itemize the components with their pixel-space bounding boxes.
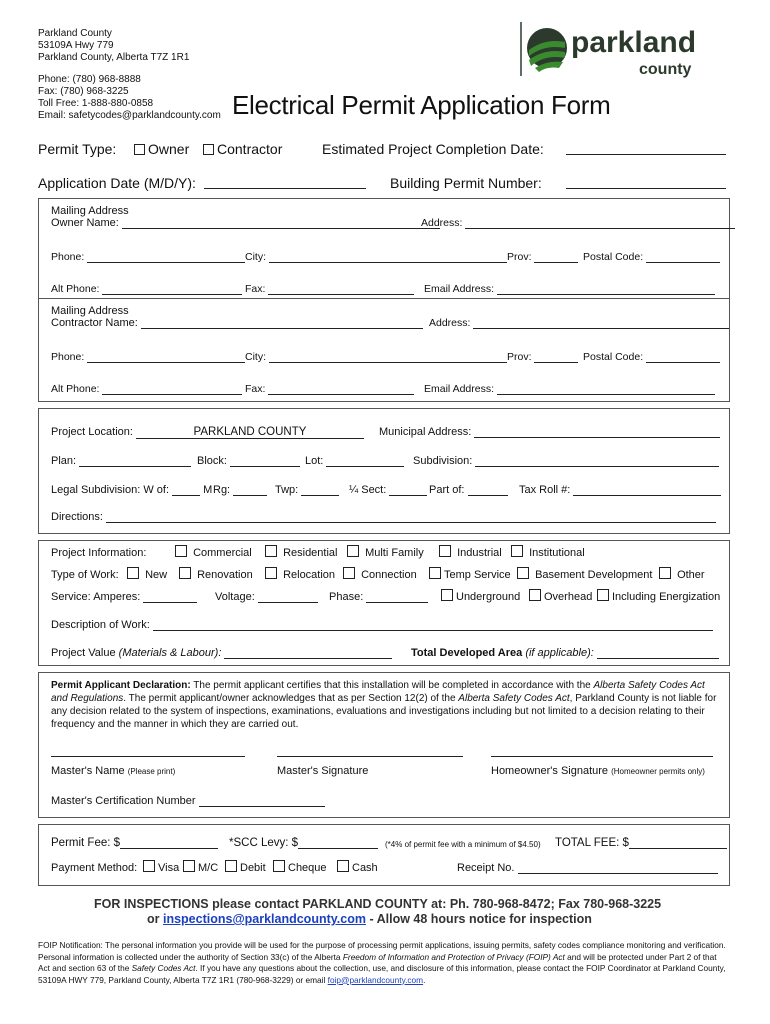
- project-value-note: (Materials & Labour):: [118, 647, 222, 659]
- project-value-field[interactable]: [224, 650, 392, 659]
- est-completion-label: Estimated Project Completion Date:: [322, 141, 544, 157]
- org-street: 53109A Hwy 779: [38, 40, 114, 51]
- block-label: Block:: [197, 455, 227, 467]
- quarter-sect-label: ¼ Sect:: [349, 484, 387, 496]
- cash-checkbox[interactable]: [337, 860, 349, 872]
- owner-phone-field[interactable]: [87, 254, 245, 263]
- phase-label: Phase:: [329, 591, 364, 603]
- contractor-city-field[interactable]: [269, 354, 507, 363]
- contractor-email-label: Email Address:: [424, 383, 495, 395]
- part-of-label: Part of:: [429, 484, 465, 496]
- project-section: [38, 540, 730, 666]
- debit-checkbox[interactable]: [225, 860, 237, 872]
- building-permit-field[interactable]: [566, 178, 726, 189]
- inspections-line1: FOR INSPECTIONS please contact PARKLAND COUNTY at: Ph. 780-968-8472; Fax 780-968-3225: [94, 897, 662, 911]
- foip-notice: FOIP Notification: The personal information you provide will be used for the purpose of processing permit applications, issuing permits, safety codes compliance monitoring and verification. Personal information is collected under the authority of Section 33(c) of the Alberta Freedom of Information and Protection of Privacy (FOIP) Act and will be protected under Part 2 of that Act and section 63 of the Safety Codes Act. If you have any questions about the collection, use, and disclosure of this information, please contact the FOIP Coordinator at Parkland County, 53109A HWY 779, Parkland County, Alberta T7Z 1R1 (780-968-3229) or email foip@parklandcounty.com.: [38, 940, 726, 985]
- tax-roll-label: Tax Roll #:: [519, 484, 571, 496]
- service-energization[interactable]: Including Energization: [597, 589, 720, 603]
- area-field[interactable]: [597, 650, 719, 659]
- twp-field[interactable]: [301, 487, 339, 496]
- org-fax: Fax: (780) 968-3225: [38, 86, 129, 97]
- foip-email-link[interactable]: foip@parklandcounty.com: [327, 974, 424, 985]
- phase-field[interactable]: [366, 594, 428, 603]
- owner-postal-label: Postal Code:: [583, 251, 644, 263]
- owner-alt-phone-field[interactable]: [102, 286, 242, 295]
- project-info-label: Project Information:: [51, 547, 147, 559]
- description-label: Description of Work:: [51, 619, 150, 631]
- rg-field[interactable]: [233, 487, 267, 496]
- owner-prov-label: Prov:: [507, 251, 532, 263]
- contractor-name-field[interactable]: [141, 320, 423, 329]
- contractor-postal-field[interactable]: [646, 354, 720, 363]
- pay-debit[interactable]: Debit: [225, 860, 266, 874]
- owner-checkbox[interactable]: [134, 144, 145, 155]
- plan-label: Plan:: [51, 455, 77, 467]
- owner-section: [38, 198, 730, 299]
- work-renovation[interactable]: Renovation: [179, 567, 253, 581]
- inspections-line2: or inspections@parklandcounty.com - Allow 48 hours notice for inspection: [147, 912, 592, 926]
- form-title: Electrical Permit Application Form: [232, 90, 611, 120]
- total-fee-label: TOTAL FEE: $: [555, 837, 629, 849]
- area-label: Total Developed Area: [411, 647, 523, 659]
- new-checkbox[interactable]: [127, 567, 139, 579]
- owner-alt-phone-label: Alt Phone:: [51, 283, 100, 295]
- contractor-phone-field[interactable]: [87, 354, 245, 363]
- industrial-checkbox[interactable]: [439, 545, 451, 557]
- block-field[interactable]: [230, 458, 300, 467]
- overhead-checkbox[interactable]: [529, 589, 541, 601]
- owner-email-label: Email Address:: [424, 283, 495, 295]
- lot-field[interactable]: [326, 458, 404, 467]
- total-fee-field[interactable]: [629, 840, 727, 849]
- underground-checkbox[interactable]: [441, 589, 453, 601]
- homeowner-signature-field[interactable]: [491, 748, 713, 757]
- pay-visa[interactable]: Visa: [143, 860, 179, 874]
- rg-label: Rg:: [213, 484, 231, 496]
- contractor-city-label: City:: [245, 351, 266, 363]
- quarter-sect-field[interactable]: [389, 487, 427, 496]
- permit-fee-label: Permit Fee: $: [51, 837, 121, 849]
- subdivision-field[interactable]: [475, 458, 719, 467]
- contractor-prov-field[interactable]: [534, 354, 578, 363]
- residential-checkbox[interactable]: [265, 545, 277, 557]
- parkland-logo: [515, 20, 705, 80]
- owner-fax-label: Fax:: [245, 283, 266, 295]
- fees-section: [38, 824, 730, 886]
- project-location-label: Project Location:: [51, 426, 133, 438]
- masters-name-label: Master's Name: [51, 765, 125, 777]
- m-label: M: [203, 484, 213, 496]
- masters-signature-label: Master's Signature: [277, 765, 369, 777]
- homeowner-signature-label: Homeowner's Signature: [491, 765, 609, 777]
- project-info-industrial[interactable]: Industrial: [439, 545, 502, 559]
- org-tollfree: Toll Free: 1-888-880-0858: [38, 98, 154, 109]
- lot-label: Lot:: [305, 455, 324, 467]
- municipal-address-field[interactable]: [474, 429, 720, 438]
- relocation-checkbox[interactable]: [265, 567, 277, 579]
- permit-type-label: Permit Type:: [38, 141, 117, 157]
- commercial-checkbox[interactable]: [175, 545, 187, 557]
- work-basement[interactable]: Basement Development: [517, 567, 652, 581]
- amperes-label: Amperes:: [93, 591, 141, 603]
- contractor-checkbox[interactable]: [203, 144, 214, 155]
- contractor-alt-phone-label: Alt Phone:: [51, 383, 100, 395]
- work-temp-service[interactable]: Temp Service: [429, 567, 511, 581]
- contractor-address-label: Address:: [429, 317, 471, 329]
- work-new[interactable]: New: [127, 567, 167, 581]
- owner-email-field[interactable]: [497, 286, 715, 295]
- owner-option[interactable]: [134, 141, 189, 157]
- logo-word-county: county: [639, 61, 692, 78]
- work-relocation[interactable]: Relocation: [265, 567, 335, 581]
- org-address-block: [38, 28, 221, 122]
- contractor-section: [38, 298, 730, 402]
- institutional-checkbox[interactable]: [511, 545, 523, 557]
- voltage-field[interactable]: [258, 594, 318, 603]
- pay-cash[interactable]: Cash: [337, 860, 378, 874]
- legal-subdivision-label: Legal Subdivision: W of:: [51, 484, 170, 496]
- pay-mc[interactable]: M/C: [183, 860, 218, 874]
- project-info-residential[interactable]: Residential: [265, 545, 337, 559]
- contractor-option[interactable]: [203, 141, 282, 157]
- owner-prov-field[interactable]: [534, 254, 578, 263]
- scc-levy-field[interactable]: [298, 840, 378, 849]
- contractor-fax-label: Fax:: [245, 383, 266, 395]
- masters-signature-field[interactable]: [277, 748, 463, 757]
- subdivision-label: Subdivision:: [413, 455, 473, 467]
- contractor-phone-label: Phone:: [51, 351, 85, 363]
- multifamily-checkbox[interactable]: [347, 545, 359, 557]
- logo-word-parkland: parkland: [571, 26, 697, 59]
- contractor-option-label: Contractor: [217, 141, 283, 157]
- masters-name-field[interactable]: [51, 748, 245, 757]
- renovation-checkbox[interactable]: [179, 567, 191, 579]
- scc-note: (*4% of permit fee with a minimum of $4.50): [385, 840, 541, 849]
- w-of-field[interactable]: [172, 487, 200, 496]
- plan-field[interactable]: [79, 458, 191, 467]
- directions-field[interactable]: [106, 514, 716, 523]
- owner-city-label: City:: [245, 251, 266, 263]
- municipal-address-label: Municipal Address:: [379, 426, 472, 438]
- contractor-name-label: Contractor Name:: [51, 317, 138, 329]
- tax-roll-field[interactable]: [573, 487, 721, 496]
- mc-checkbox[interactable]: [183, 860, 195, 872]
- cert-number-field[interactable]: [199, 798, 325, 807]
- project-info-commercial[interactable]: Commercial: [175, 545, 252, 559]
- org-email: Email: safetycodes@parklandcounty.com: [38, 110, 221, 121]
- twp-label: Twp:: [275, 484, 299, 496]
- voltage-label: Voltage:: [215, 591, 255, 603]
- declaration-text: Permit Applicant Declaration: The permit applicant certifies that this installation will be completed in accordance with the Alberta Safety Codes Act and Regulations. The permit applicant/owner acknowledges that as per Section 12(2) of the Alberta Safety Codes Act, Parkland County is not liable for any decision related to the system of inspections, examinations, evaluations and investigations including but not limited to a decision relating to their frequency and the manner in which they are carried out.: [51, 680, 717, 730]
- owner-name-field[interactable]: [122, 220, 440, 229]
- work-other[interactable]: Other: [659, 567, 705, 581]
- project-info-multifamily[interactable]: Multi Family: [347, 545, 424, 559]
- cert-number-label: Master's Certification Number: [51, 795, 196, 807]
- contractor-mailing-heading: Mailing Address Contractor Name:: [51, 305, 423, 329]
- service-underground[interactable]: Underground: [441, 589, 520, 603]
- permit-fee-field[interactable]: [120, 840, 218, 849]
- connection-checkbox[interactable]: [343, 567, 355, 579]
- energization-checkbox[interactable]: [597, 589, 609, 601]
- area-note: (if applicable):: [525, 647, 594, 659]
- contractor-prov-label: Prov:: [507, 351, 532, 363]
- scc-levy-label: *SCC Levy: $: [229, 837, 299, 849]
- owner-address: Address:: [421, 217, 735, 229]
- work-connection[interactable]: Connection: [343, 567, 417, 581]
- payment-method-label: Payment Method:: [51, 862, 138, 874]
- part-of-field[interactable]: [468, 487, 508, 496]
- description-field[interactable]: [153, 622, 713, 631]
- receipt-field[interactable]: [518, 865, 718, 874]
- type-of-work-label: Type of Work:: [51, 569, 119, 581]
- owner-postal-field[interactable]: [646, 254, 720, 263]
- owner-name-label: Owner Name:: [51, 217, 119, 229]
- project-info-institutional[interactable]: Institutional: [511, 545, 585, 559]
- service-overhead[interactable]: Overhead: [529, 589, 592, 603]
- pay-cheque[interactable]: Cheque: [273, 860, 327, 874]
- owner-address-field[interactable]: [465, 220, 735, 229]
- directions-label: Directions:: [51, 511, 103, 523]
- parkland-logo-icon: [515, 20, 705, 80]
- org-name: Parkland County: [38, 28, 112, 39]
- owner-phone-label: Phone:: [51, 251, 85, 263]
- building-permit-label: Building Permit Number:: [390, 175, 542, 191]
- contractor-email-field[interactable]: [497, 386, 715, 395]
- cheque-checkbox[interactable]: [273, 860, 285, 872]
- contractor-fax-field[interactable]: [268, 386, 414, 395]
- org-city: Parkland County, Alberta T7Z 1R1: [38, 52, 190, 63]
- owner-city-field[interactable]: [269, 254, 507, 263]
- temp-service-checkbox[interactable]: [429, 567, 441, 579]
- receipt-label: Receipt No.: [457, 862, 515, 874]
- amperes-field[interactable]: [143, 594, 197, 603]
- org-phone: Phone: (780) 968-8888: [38, 74, 141, 85]
- declaration-section: Permit Applicant Declaration: The permit applicant certifies that this installation will be completed in accordance with the Alberta Safety Codes Act and Regulations. The permit applicant/owner acknowledges that as per Section 12(2) of the Alberta Safety Codes Act, Parkland County is not liable for any decision related to the system of inspections, examinations, evaluations and investigations including but not limited to a decision relating to their frequency and the manner in which they are carried out. Master's Name (Please print) Master's Signature Homeowner's Signature (Homeowner permits only) Master's Certification Number: [38, 672, 730, 818]
- inspections-email-link[interactable]: inspections@parklandcounty.com: [162, 912, 366, 926]
- owner-option-label: Owner: [148, 141, 190, 157]
- owner-mailing-heading: Mailing Address Owner Name:: [51, 205, 440, 229]
- service-label: Service:: [51, 591, 91, 603]
- est-completion-field[interactable]: [566, 144, 726, 155]
- contractor-postal-label: Postal Code:: [583, 351, 644, 363]
- visa-checkbox[interactable]: [143, 860, 155, 872]
- basement-checkbox[interactable]: [517, 567, 529, 579]
- project-location-field[interactable]: PARKLAND COUNTY: [136, 426, 364, 439]
- contractor-address-field[interactable]: [473, 320, 729, 329]
- application-date-field[interactable]: [204, 178, 366, 189]
- other-checkbox[interactable]: [659, 567, 671, 579]
- owner-fax-field[interactable]: [268, 286, 414, 295]
- location-section: [38, 408, 730, 534]
- project-value-label: Project Value: [51, 647, 116, 659]
- application-date-label: Application Date (M/D/Y):: [38, 175, 196, 191]
- contractor-alt-phone-field[interactable]: [102, 386, 242, 395]
